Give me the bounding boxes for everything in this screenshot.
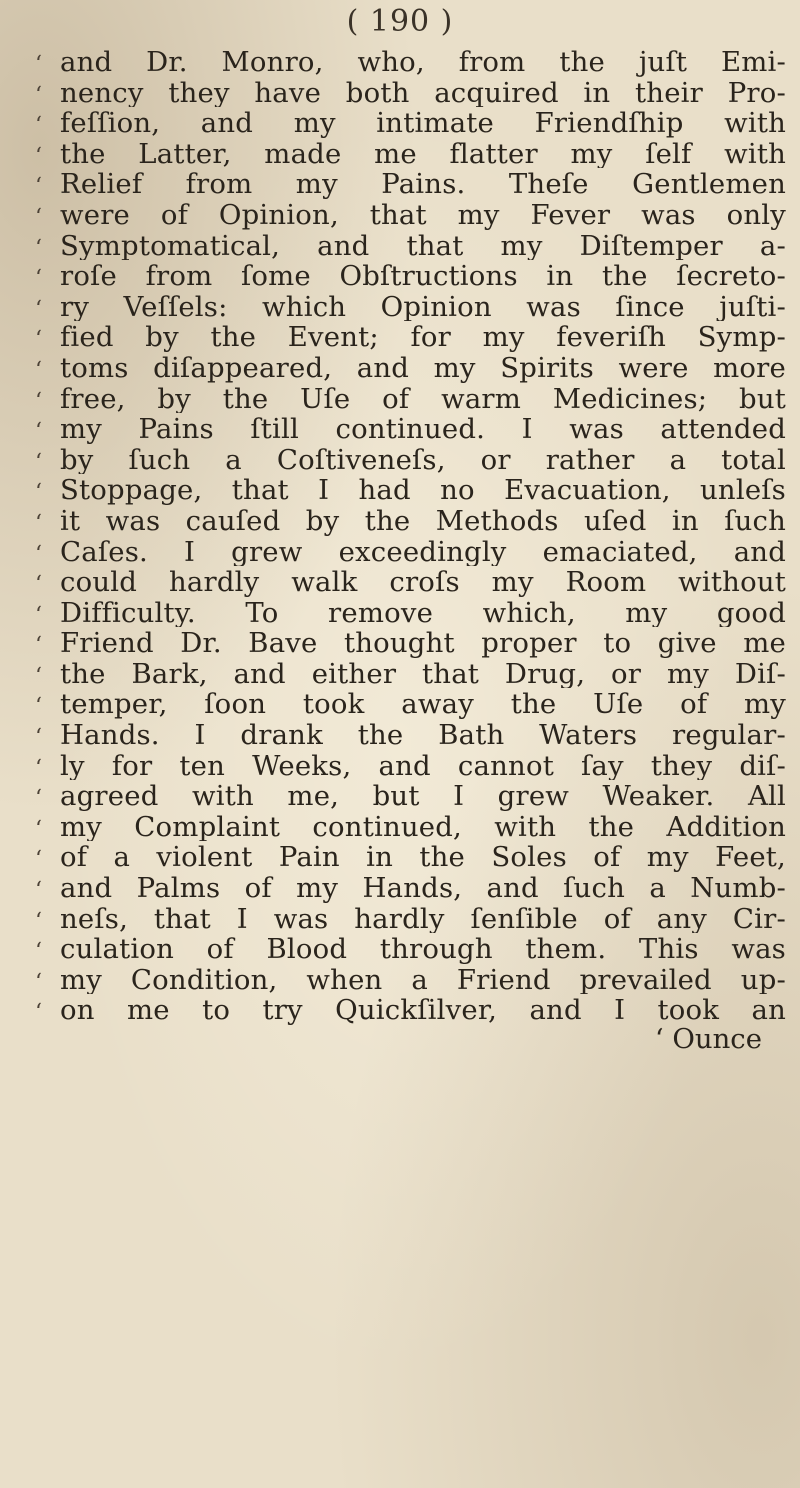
- text-line: [22, 597, 792, 628]
- quote-mark: ‘: [35, 969, 42, 995]
- line-text: could hardly walk croſs my Room without: [60, 566, 786, 597]
- text-line: [22, 933, 792, 964]
- line-text: roſe from ſome Obſtructions in the ſecreto-: [60, 260, 786, 291]
- line-text: Symptomatical, and that my Diſtemper a-: [60, 229, 786, 261]
- text-line: [22, 566, 792, 597]
- line-text: toms diſappeared, and my Spirits were more: [60, 351, 786, 383]
- line-text: neſs, that I was hardly ſenſible of any Cir-: [60, 902, 786, 934]
- text-line: [22, 352, 792, 383]
- quote-mark: ‘: [35, 204, 42, 230]
- text-line: [22, 199, 792, 230]
- text-line: [22, 505, 792, 536]
- quote-mark: ‘: [35, 235, 42, 261]
- quote-mark: ‘: [35, 694, 42, 720]
- line-text: Friend Dr. Bave thought proper to give me: [60, 627, 786, 658]
- text-line: [22, 964, 792, 995]
- quote-mark: ‘: [35, 82, 42, 108]
- quote-mark: ‘: [35, 786, 42, 811]
- quote-mark: ‘: [35, 572, 42, 597]
- quote-mark: ‘: [35, 510, 42, 536]
- text-line: [22, 811, 792, 842]
- text-line: [22, 474, 792, 505]
- line-text: it was cauſed by the Methods uſed in ſuch: [60, 504, 786, 536]
- line-text: the Latter, made me flatter my ſelf with: [60, 137, 786, 169]
- line-text: fied by the Event; for my feveriſh Symp-: [60, 321, 786, 352]
- line-text: were of Opinion, that my Fever was only: [60, 198, 786, 230]
- text-line: [22, 627, 792, 658]
- quote-mark: ‘: [35, 602, 42, 628]
- quote-mark: ‘: [35, 266, 42, 291]
- page-number: ( 190 ): [346, 4, 454, 39]
- text-line: [22, 658, 792, 689]
- catchword-line: [22, 1023, 792, 1055]
- line-text: and Palms of my Hands, and ſuch a Numb-: [60, 872, 786, 903]
- quote-mark: ‘: [35, 541, 42, 567]
- quote-mark: ‘: [35, 663, 42, 689]
- text-line: [22, 321, 792, 352]
- line-text: Hands. I drank the Bath Waters regular-: [60, 719, 786, 750]
- text-line: [22, 536, 792, 567]
- quote-mark: ‘: [35, 1000, 42, 1025]
- text-line: [22, 138, 792, 169]
- line-text: and Dr. Monro, who, from the juſt Emi-: [60, 46, 786, 77]
- quote-mark: ‘: [35, 633, 42, 658]
- quote-mark: ‘: [35, 939, 42, 964]
- text-line: [22, 750, 792, 781]
- quote-mark: ‘: [35, 174, 42, 199]
- text-line: [22, 260, 792, 291]
- text-line: [22, 107, 792, 138]
- quote-mark: ‘: [35, 816, 42, 842]
- quote-mark: ‘: [35, 388, 42, 414]
- line-text: agreed with me, but I grew Weaker. All: [60, 780, 786, 811]
- text-line: [22, 841, 792, 872]
- catchword: ‘ Ounce: [654, 1023, 762, 1055]
- text-line: [22, 230, 792, 261]
- quote-mark: ‘: [35, 52, 42, 77]
- quote-mark: ‘: [35, 113, 42, 138]
- text-line: [22, 719, 792, 750]
- line-text: Relief from my Pains. Theſe Gentlemen: [60, 168, 786, 199]
- body-text: [22, 46, 792, 1055]
- text-line: [22, 46, 792, 77]
- line-text: on me to try Quickſilver, and I took an: [60, 994, 786, 1025]
- quote-mark: ‘: [35, 296, 42, 322]
- text-line: [22, 994, 792, 1025]
- text-line: [22, 444, 792, 475]
- line-text: free, by the Uſe of warm Medicines; but: [60, 382, 786, 414]
- line-text: ly for ten Weeks, and cannot ſay they diſ-: [60, 749, 786, 781]
- line-text: by ſuch a Coſtiveneſs, or rather a total: [60, 443, 786, 475]
- quote-mark: ‘: [35, 419, 42, 444]
- quote-mark: ‘: [35, 449, 42, 475]
- text-line: [22, 413, 792, 444]
- line-text: of a violent Pain in the Soles of my Feet,: [60, 841, 786, 873]
- line-text: my Pains ſtill continued. I was attended: [60, 413, 786, 444]
- line-text: Caſes. I grew exceedingly emaciated, and: [60, 535, 786, 567]
- line-text: ry Veſſels: which Opinion was ſince juſti-: [60, 290, 786, 322]
- text-line: [22, 903, 792, 934]
- quote-mark: ‘: [35, 357, 42, 383]
- quote-mark: ‘: [35, 725, 42, 750]
- text-line: [22, 383, 792, 414]
- quote-mark: ‘: [35, 327, 42, 352]
- line-text: the Bark, and either that Drug, or my Diſ-: [60, 657, 786, 689]
- line-text: Difficulty. To remove which, my good: [60, 596, 786, 628]
- quote-mark: ‘: [35, 480, 42, 505]
- line-text: my Complaint continued, with the Addition: [60, 810, 786, 842]
- line-text: my Condition, when a Friend prevailed up-: [60, 963, 786, 995]
- line-text: culation of Blood through them. This was: [60, 933, 786, 964]
- quote-mark: ‘: [35, 908, 42, 934]
- text-line: [22, 688, 792, 719]
- text-line: [22, 872, 792, 903]
- text-line: [22, 168, 792, 199]
- line-text: temper, ſoon took away the Uſe of my: [60, 688, 786, 720]
- quote-mark: ‘: [35, 755, 42, 781]
- quote-mark: ‘: [35, 878, 42, 903]
- text-line: [22, 291, 792, 322]
- line-text: Stoppage, that I had no Evacuation, unleſs: [60, 474, 786, 505]
- text-line: [22, 780, 792, 811]
- quote-mark: ‘: [35, 847, 42, 873]
- text-line: [22, 77, 792, 108]
- line-text: nency they have both acquired in their Pro-: [60, 76, 786, 108]
- line-text: feſſion, and my intimate Friendſhip with: [60, 107, 786, 138]
- quote-mark: ‘: [35, 143, 42, 169]
